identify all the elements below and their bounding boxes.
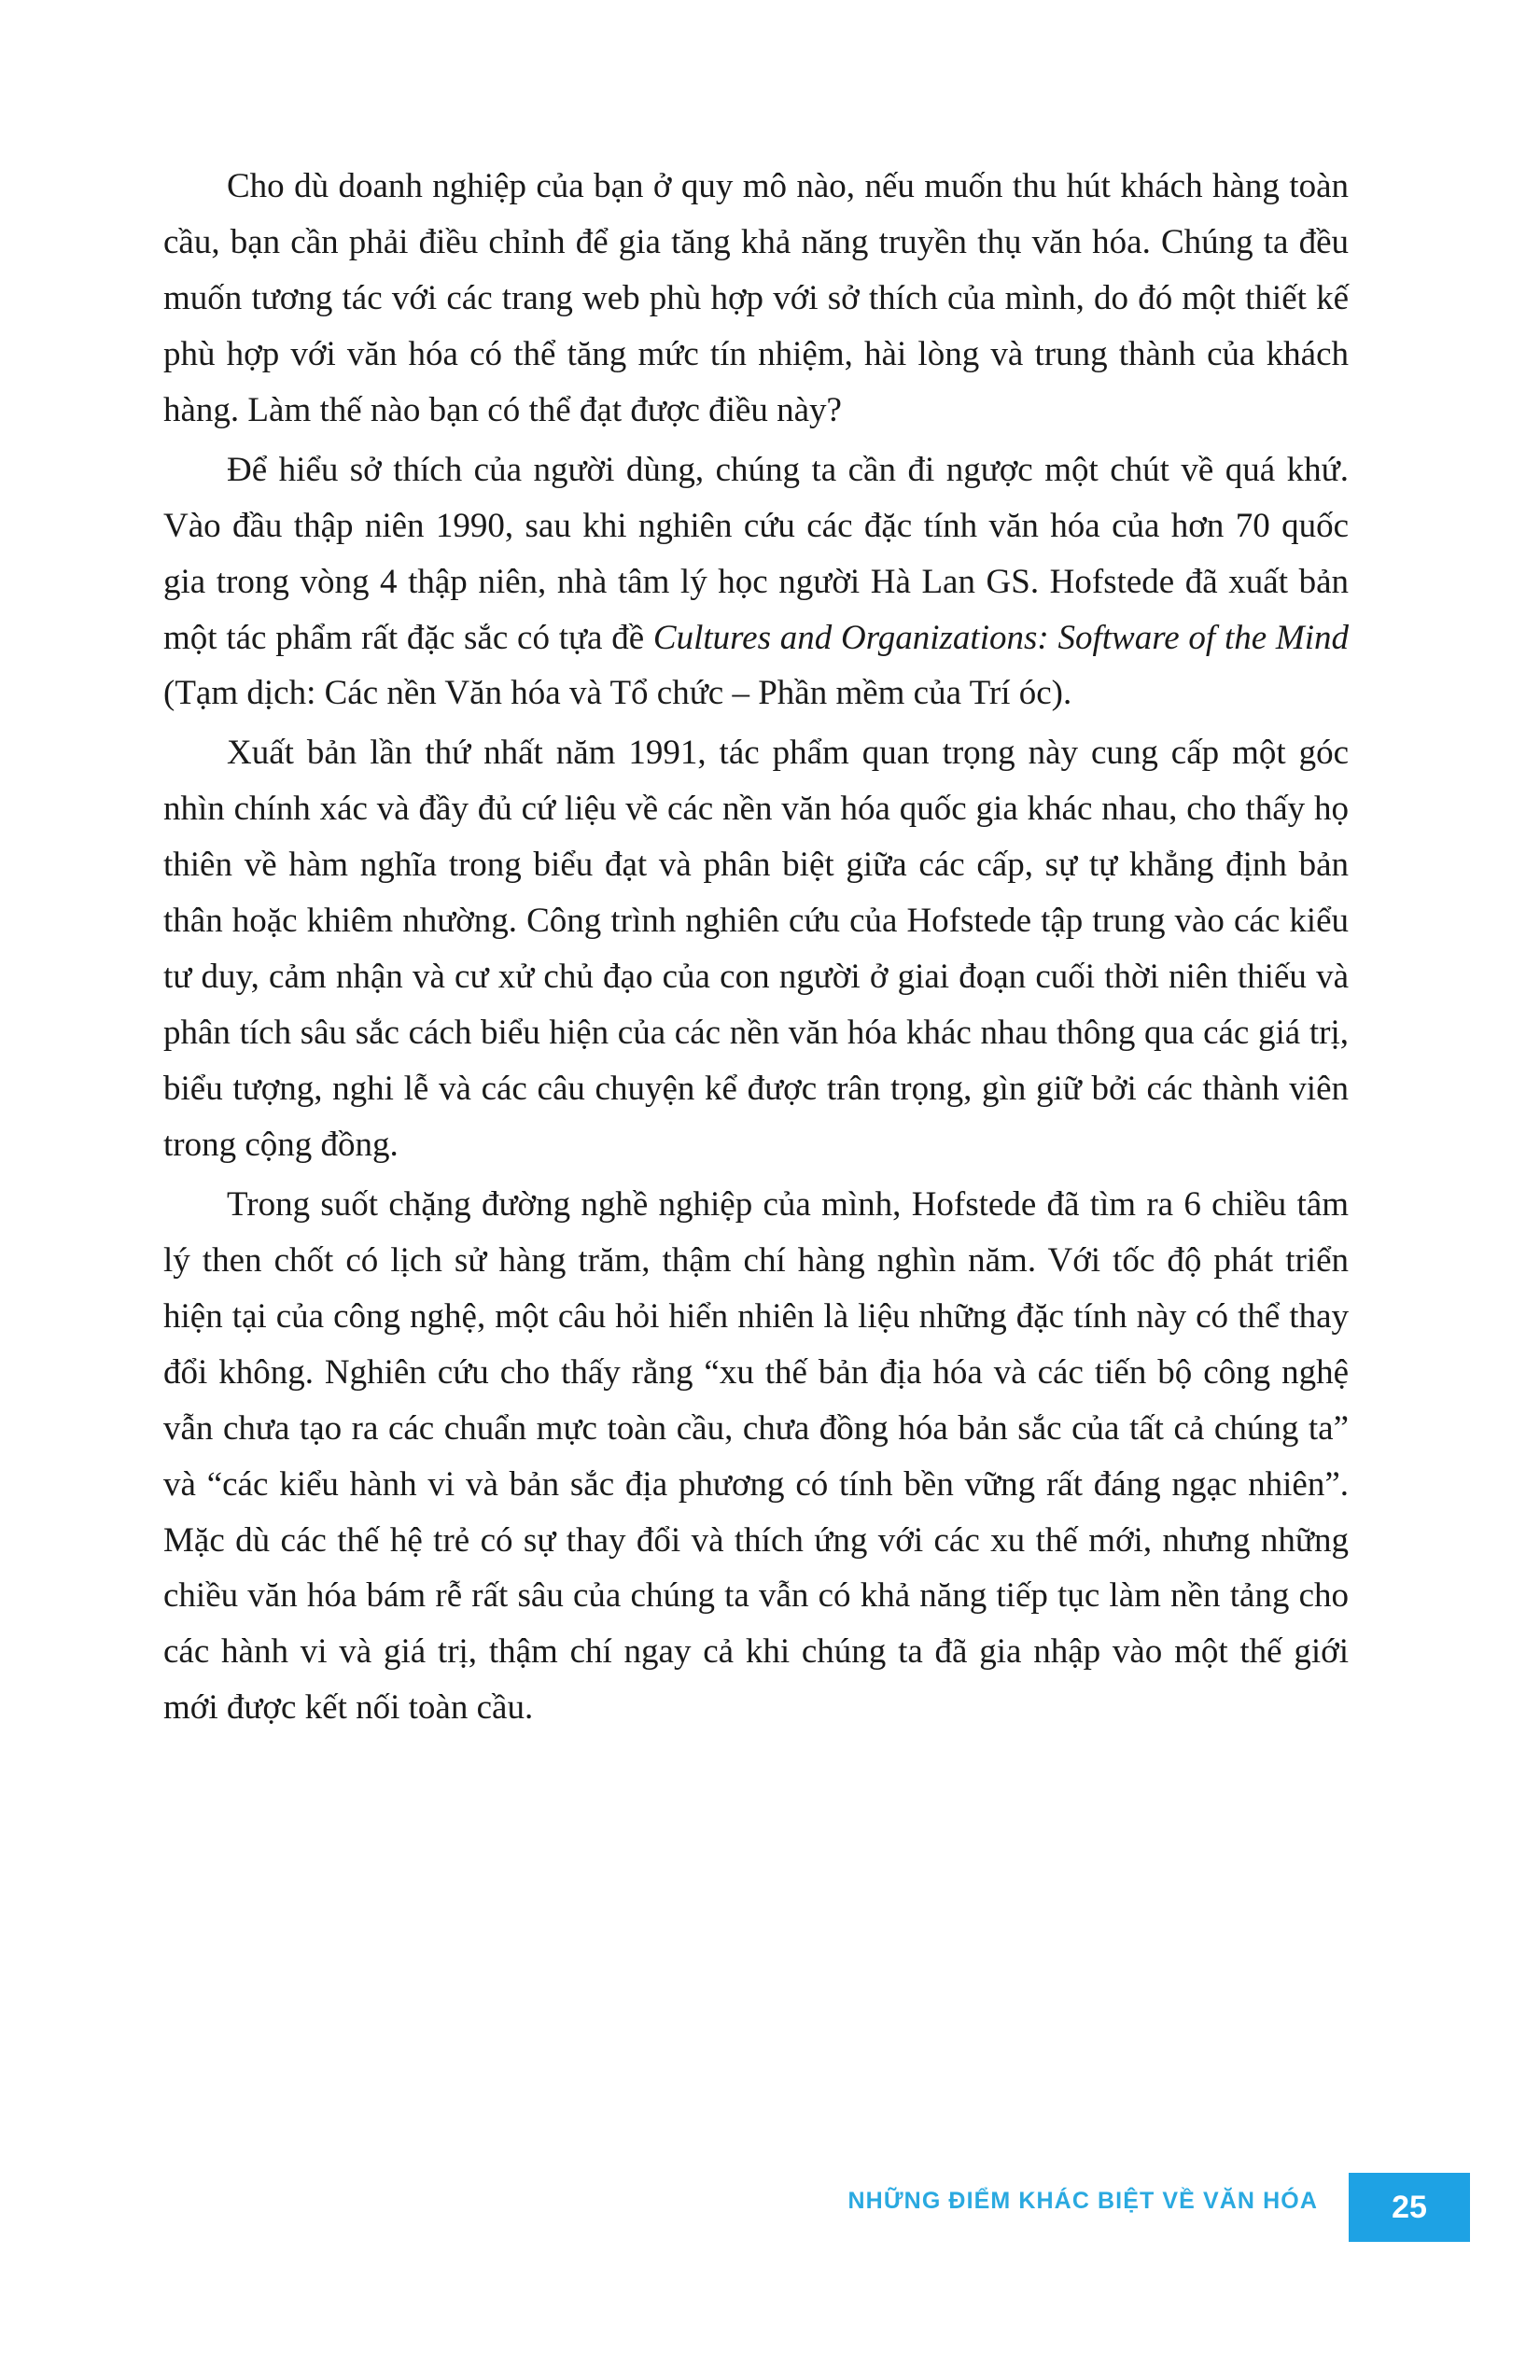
- paragraph-3: Xuất bản lần thứ nhất năm 1991, tác phẩm quan trọng này cung cấp một góc nhìn chính xác và đầy đủ cứ liệu về các nền văn hóa quốc gia khác nhau, cho thấy họ thiên về hàm nghĩa trong biểu đạt và phân biệt giữa các cấp, sự tự khẳng định bản thân hoặc khiêm nhường. Công trình nghiên cứu của Hofstede tập trung vào các kiểu tư duy, cảm nhận và cư xử chủ đạo của con người ở giai đoạn cuối thời niên thiếu và phân tích sâu sắc cách biểu hiện của các nền văn hóa khác nhau thông qua các giá trị, biểu tượng, nghi lễ và các câu chuyện kể được trân trọng, gìn giữ bởi các thành viên trong cộng đồng.: [163, 734, 1349, 1164]
- paragraph-4: Trong suốt chặng đường nghề nghiệp của mình, Hofstede đã tìm ra 6 chiều tâm lý then chốt có lịch sử hàng trăm, thậm chí hàng nghìn năm. Với tốc độ phát triển hiện tại của công nghệ, một câu hỏi hiển nhiên là liệu những đặc tính này có thể thay đổi không. Nghiên cứu cho thấy rằng “xu thế bản địa hóa và các tiến bộ công nghệ vẫn chưa tạo ra các chuẩn mực toàn cầu, chưa đồng hóa bản sắc của tất cả chúng ta” và “các kiểu hành vi và bản sắc địa phương có tính bền vững rất đáng ngạc nhiên”. Mặc dù các thế hệ trẻ có sự thay đổi và thích ứng với các xu thế mới, nhưng những chiều văn hóa bám rễ rất sâu của chúng ta vẫn có khả năng tiếp tục làm nền tảng cho các hành vi và giá trị, thậm chí ngay cả khi chúng ta đã gia nhập vào một thế giới mới được kết nối toàn cầu.: [163, 1184, 1349, 1728]
- page-number: 25: [1392, 2189, 1427, 2225]
- page-number-block: [1349, 2173, 1470, 2242]
- paragraph-2-lead: Để hiểu sở thích của người dùng, chúng ta cần đi ngược một chút về quá khứ. Vào đầu thập niên 1990, sau khi nghiên cứu các đặc tính văn hóa của hơn 70 quốc gia trong vòng 4 thập niên, nhà tâm lý học người Hà Lan GS. Hofstede đã xuất bản một tác phẩm rất đặc sắc có tựa đề: [163, 450, 1349, 657]
- footer-chapter-title: NHỮNG ĐIỂM KHÁC BIỆT VỀ VĂN HÓA: [847, 2188, 1318, 2214]
- page-footer: [0, 2173, 1540, 2242]
- paragraph-2-tail: (Tạm dịch: Các nền Văn hóa và Tổ chức – Phần mềm của Trí óc).: [163, 674, 1072, 713]
- book-title-italic: Cultures and Organizations: Software of the Mind: [652, 618, 1349, 657]
- paragraph-2: [163, 442, 1349, 722]
- paragraph-1: Cho dù doanh nghiệp của bạn ở quy mô nào, nếu muốn thu hút khách hàng toàn cầu, bạn cần phải điều chỉnh để gia tăng khả năng truyền thụ văn hóa. Chúng ta đều muốn tương tác với các trang web phù hợp với sở thích của mình, do đó một thiết kế phù hợp với văn hóa có thể tăng mức tín nhiệm, hài lòng và trung thành của khách hàng. Làm thế nào bạn có thể đạt được điều này?: [163, 167, 1349, 429]
- body-text-column: [163, 159, 1349, 1740]
